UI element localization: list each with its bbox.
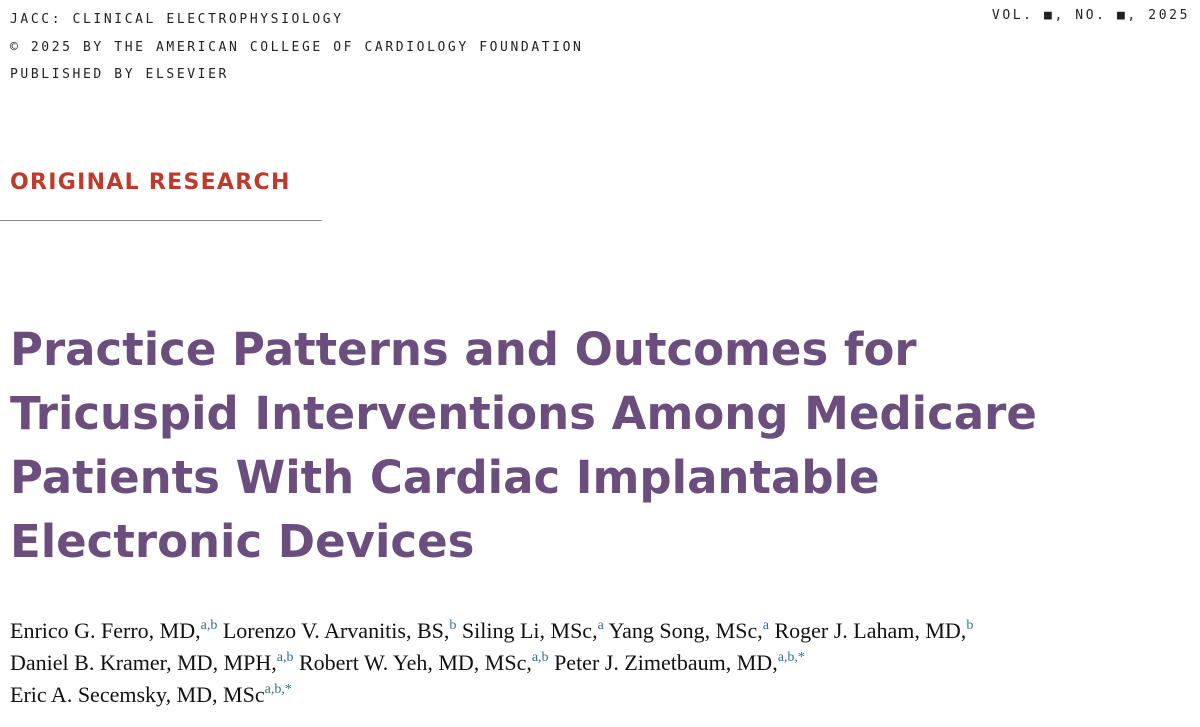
author-name: Lorenzo V. Arvanitis, BS, [222, 618, 450, 643]
title-line: Tricuspid Interventions Among Medicare [10, 387, 1037, 440]
affiliation-marker[interactable]: a,b [200, 618, 218, 633]
author-name: Yang Song, MSc, [608, 618, 763, 643]
volume-issue: VOL. ■, NO. ■, 2025 [991, 8, 1190, 23]
affiliation-marker[interactable]: a,b [531, 650, 549, 665]
journal-name: JACC: CLINICAL ELECTROPHYSIOLOGY [10, 12, 344, 27]
author-name: Roger J. Laham, MD, [774, 618, 967, 643]
author-line [10, 647, 1190, 679]
title-line: Practice Patterns and Outcomes for [10, 323, 917, 376]
affiliation-marker[interactable]: a,b,* [777, 650, 805, 665]
title-line: Electronic Devices [10, 515, 475, 568]
publisher-line: PUBLISHED BY ELSEVIER [10, 67, 229, 82]
article-title [10, 318, 1160, 574]
author-name: Siling Li, MSc, [461, 618, 598, 643]
section-divider [0, 220, 322, 221]
affiliation-marker[interactable]: b [966, 618, 974, 633]
author-name: Eric A. Secemsky, MD, MSc [10, 682, 265, 707]
author-name: Daniel B. Kramer, MD, MPH, [10, 650, 277, 675]
title-line: Patients With Cardiac Implantable [10, 451, 880, 504]
affiliation-marker[interactable]: a [597, 618, 604, 633]
journal-masthead [10, 6, 583, 89]
affiliation-marker[interactable]: a,b [276, 650, 294, 665]
section-label: ORIGINAL RESEARCH [10, 170, 291, 195]
affiliation-marker[interactable]: a,b,* [264, 682, 292, 697]
author-name: Enrico G. Ferro, MD, [10, 618, 201, 643]
author-line [10, 615, 1190, 647]
affiliation-marker[interactable]: b [449, 618, 457, 633]
author-line [10, 679, 1190, 711]
copyright-notice: © 2025 BY THE AMERICAN COLLEGE OF CARDIOLOGY FOUNDATION [10, 39, 584, 55]
author-list [10, 615, 1190, 711]
affiliation-marker[interactable]: a [762, 618, 769, 633]
author-name: Peter J. Zimetbaum, MD, [554, 650, 778, 675]
author-name: Robert W. Yeh, MD, MSc, [298, 650, 532, 675]
